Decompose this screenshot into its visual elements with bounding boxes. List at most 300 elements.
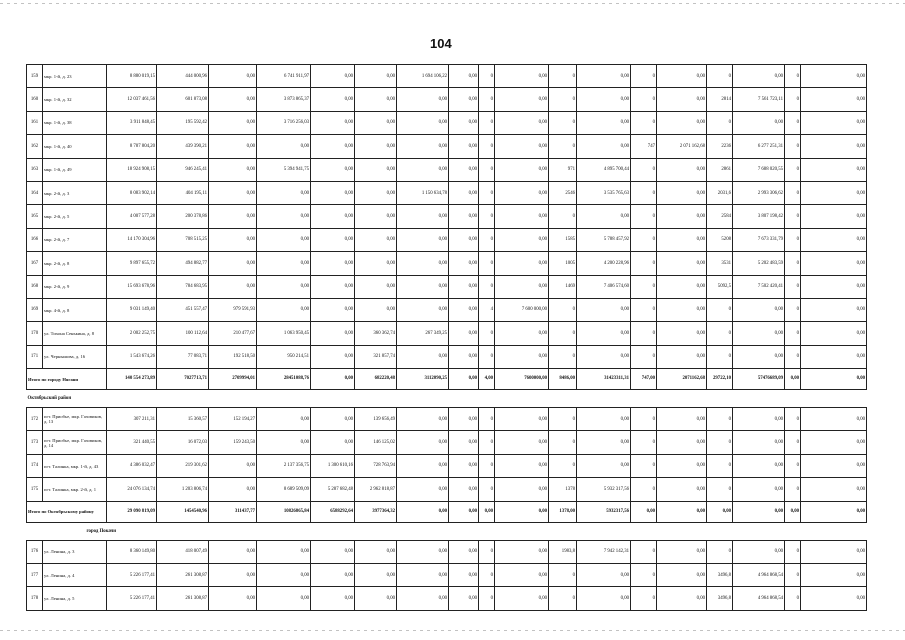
value-cell: 0	[785, 298, 801, 321]
total-row-oktyabrsky	[27, 501, 867, 522]
value-cell: 0	[549, 587, 577, 610]
value-cell: 210 477,67	[209, 322, 257, 345]
value-cell: 0	[631, 345, 657, 368]
value-cell: 2 002 252,75	[107, 322, 157, 345]
value-cell: 0,00	[495, 345, 549, 368]
value-cell: 0	[785, 454, 801, 477]
table-row	[27, 205, 867, 228]
value-cell: 0	[785, 181, 801, 204]
value-cell: 0	[785, 478, 801, 501]
value-cell: 0,00	[495, 65, 549, 88]
value-cell: 321 857,74	[355, 345, 397, 368]
value-cell: 0	[631, 564, 657, 587]
value-cell: 0,00	[577, 111, 631, 134]
scan-edge-top	[0, 3, 905, 4]
value-cell: 0,00	[801, 298, 867, 321]
row-number-cell: 159	[27, 65, 43, 88]
table-row	[27, 564, 867, 587]
value-cell: 0	[785, 540, 801, 563]
value-cell: 0	[785, 88, 801, 111]
value-cell: 3 873 865,37	[257, 88, 311, 111]
table-row	[27, 587, 867, 610]
value-cell: 0,00	[657, 587, 707, 610]
address-cell: мкр. 2-й, д. 9	[43, 275, 107, 298]
value-cell: 0,00	[495, 181, 549, 204]
value-cell: 0,00	[657, 408, 707, 431]
total-value-cell: 1454540,96	[157, 501, 209, 522]
total-value-cell: 8486,00	[549, 369, 577, 390]
value-cell: 0	[785, 65, 801, 88]
row-number-cell: 164	[27, 181, 43, 204]
value-cell: 0,00	[257, 298, 311, 321]
value-cell: 0,00	[449, 135, 479, 158]
value-cell: 784 683,95	[157, 275, 209, 298]
value-cell: 0,00	[801, 478, 867, 501]
address-cell: пгт. Талинка, мкр. 1-й, д. 43	[43, 454, 107, 477]
total-value-cell: 10826865,84	[257, 501, 311, 522]
value-cell: 0,00	[495, 205, 549, 228]
value-cell: 0,00	[209, 205, 257, 228]
value-cell: 0,00	[577, 65, 631, 88]
total-row-nyagan	[27, 369, 867, 390]
value-cell: 14 170 304,96	[107, 228, 157, 251]
address-cell: пгт. Приобье, мкр. Газовиков, д. 13	[43, 408, 107, 431]
total-value-cell: 2709994,01	[209, 369, 257, 390]
row-number-cell: 162	[27, 135, 43, 158]
value-cell: 1 063 950,45	[257, 322, 311, 345]
total-value-cell: 4,00	[479, 369, 495, 390]
value-cell: 0,00	[657, 158, 707, 181]
table-row	[27, 88, 867, 111]
row-number-cell: 165	[27, 205, 43, 228]
value-cell: 100 112,64	[157, 322, 209, 345]
value-cell: 0,00	[209, 135, 257, 158]
value-cell: 0,00	[355, 88, 397, 111]
value-cell: 0	[549, 65, 577, 88]
value-cell: 0,00	[311, 252, 355, 275]
value-cell: 0,00	[311, 322, 355, 345]
value-cell: 0,00	[355, 181, 397, 204]
address-cell: мкр. 1-й, д. 49	[43, 158, 107, 181]
total-value-cell: 29722,10	[707, 369, 733, 390]
value-cell: 0	[479, 252, 495, 275]
value-cell: 0,00	[449, 454, 479, 477]
value-cell: 0	[549, 205, 577, 228]
value-cell: 0,00	[449, 587, 479, 610]
value-cell: 439 390,21	[157, 135, 209, 158]
value-cell: 0,00	[257, 275, 311, 298]
value-cell: 0,00	[495, 322, 549, 345]
value-cell: 0	[631, 478, 657, 501]
value-cell: 0,00	[209, 478, 257, 501]
value-cell: 321 440,55	[107, 431, 157, 454]
value-cell: 0	[631, 88, 657, 111]
value-cell: 0,00	[449, 88, 479, 111]
value-cell: 0,00	[733, 65, 785, 88]
value-cell: 0,00	[311, 181, 355, 204]
table-row	[27, 252, 867, 275]
pokachi-rows	[27, 540, 867, 610]
value-cell: 0,00	[397, 88, 449, 111]
row-number-cell: 161	[27, 111, 43, 134]
value-cell: 2814	[707, 88, 733, 111]
value-cell: 0	[549, 135, 577, 158]
value-cell: 0,00	[397, 205, 449, 228]
table-row	[27, 111, 867, 134]
value-cell: 7 406 574,60	[577, 275, 631, 298]
value-cell: 0,00	[397, 228, 449, 251]
value-cell: 7 600 000,00	[495, 298, 549, 321]
value-cell: 0	[707, 540, 733, 563]
value-cell: 0,00	[209, 252, 257, 275]
value-cell: 0	[479, 275, 495, 298]
row-number-cell: 177	[27, 564, 43, 587]
value-cell: 0,00	[495, 275, 549, 298]
value-cell: 0,00	[449, 431, 479, 454]
value-cell: 601 873,08	[157, 88, 209, 111]
table-row	[27, 65, 867, 88]
value-cell: 0,00	[657, 205, 707, 228]
value-cell: 0,00	[209, 564, 257, 587]
value-cell: 4 200 228,96	[577, 252, 631, 275]
value-cell: 360 362,74	[355, 322, 397, 345]
total-value-cell: 3977364,32	[355, 501, 397, 522]
total-value-cell: 0,00	[397, 501, 449, 522]
nyagan-rows	[27, 65, 867, 369]
value-cell: 0,00	[495, 158, 549, 181]
value-cell: 0,00	[397, 540, 449, 563]
value-cell: 0	[631, 181, 657, 204]
value-cell: 0	[785, 322, 801, 345]
value-cell: 0	[479, 111, 495, 134]
value-cell: 4 895 700,44	[577, 158, 631, 181]
value-cell: 444 000,96	[157, 65, 209, 88]
value-cell: 0	[707, 345, 733, 368]
value-cell: 16 072,03	[157, 431, 209, 454]
value-cell: 0	[549, 111, 577, 134]
value-cell: 0,00	[577, 431, 631, 454]
value-cell: 3 807 198,42	[733, 205, 785, 228]
value-cell: 0	[707, 111, 733, 134]
value-cell: 0,00	[657, 252, 707, 275]
value-cell: 3 911 848,45	[107, 111, 157, 134]
value-cell: 0	[479, 181, 495, 204]
value-cell: 0	[631, 158, 657, 181]
value-cell: 0,00	[311, 431, 355, 454]
total-value-cell: 31423311,31	[577, 369, 631, 390]
value-cell: 0,00	[801, 540, 867, 563]
value-cell: 0	[631, 298, 657, 321]
value-cell: 0	[707, 431, 733, 454]
value-cell: 0,00	[209, 587, 257, 610]
value-cell: 0,00	[449, 345, 479, 368]
value-cell: 0,00	[209, 88, 257, 111]
address-cell: мкр. 2-й, д. 8	[43, 252, 107, 275]
value-cell: 728 763,94	[355, 454, 397, 477]
value-cell: 0,00	[577, 345, 631, 368]
value-cell: 0	[785, 158, 801, 181]
value-cell: 451 557,47	[157, 298, 209, 321]
value-cell: 12 037 461,56	[107, 88, 157, 111]
row-number-cell: 168	[27, 275, 43, 298]
value-cell: 0,00	[801, 587, 867, 610]
address-cell: пгт. Талинка, мкр. 2-й, д. 1	[43, 478, 107, 501]
value-cell: 4 007 577,28	[107, 205, 157, 228]
value-cell: 1005	[549, 252, 577, 275]
address-cell: мкр. 2-й, д. 3	[43, 181, 107, 204]
value-cell: 0	[785, 275, 801, 298]
value-cell: 0,00	[449, 228, 479, 251]
value-cell: 5092,5	[707, 275, 733, 298]
value-cell: 0,00	[311, 158, 355, 181]
value-cell: 1 694 106,22	[397, 65, 449, 88]
value-cell: 0,00	[257, 587, 311, 610]
value-cell: 0,00	[577, 205, 631, 228]
value-cell: 0,00	[311, 587, 355, 610]
value-cell: 0,00	[495, 454, 549, 477]
value-cell: 0,00	[449, 298, 479, 321]
value-cell: 0	[785, 252, 801, 275]
value-cell: 0	[707, 408, 733, 431]
value-cell: 3531	[707, 252, 733, 275]
value-cell: 0,00	[355, 252, 397, 275]
value-cell: 0,00	[397, 252, 449, 275]
value-cell: 0,00	[355, 564, 397, 587]
value-cell: 0	[549, 564, 577, 587]
value-cell: 0	[549, 408, 577, 431]
value-cell: 307 211,31	[107, 408, 157, 431]
value-cell: 7 942 142,31	[577, 540, 631, 563]
value-cell: 0	[785, 345, 801, 368]
value-cell: 0,00	[801, 205, 867, 228]
value-cell: 0	[479, 564, 495, 587]
address-cell: мкр. 1-й, д. 38	[43, 111, 107, 134]
value-cell: 7 502 420,41	[733, 275, 785, 298]
value-cell: 261 308,87	[157, 587, 209, 610]
table-row	[27, 322, 867, 345]
value-cell: 0,00	[495, 408, 549, 431]
scan-edge-bottom	[0, 630, 905, 631]
value-cell: 261 308,87	[157, 564, 209, 587]
value-cell: 0,00	[355, 65, 397, 88]
value-cell: 0,00	[355, 540, 397, 563]
value-cell: 2 071 162,68	[657, 135, 707, 158]
value-cell: 0	[785, 408, 801, 431]
value-cell: 0,00	[311, 205, 355, 228]
value-cell: 979 591,93	[209, 298, 257, 321]
value-cell: 0	[479, 408, 495, 431]
address-cell: ул. Ленина, д. 5	[43, 587, 107, 610]
value-cell: 5 287 682,48	[311, 478, 355, 501]
total-value-cell: 5932317,56	[577, 501, 631, 522]
value-cell: 1585	[549, 228, 577, 251]
value-cell: 0	[707, 322, 733, 345]
total-value-cell: 7027713,71	[157, 369, 209, 390]
value-cell: 0,00	[311, 298, 355, 321]
row-number-cell: 172	[27, 408, 43, 431]
value-cell: 0	[549, 454, 577, 477]
value-cell: 8 083 902,14	[107, 181, 157, 204]
value-cell: 5 394 941,75	[257, 158, 311, 181]
value-cell: 0	[785, 564, 801, 587]
total-label-cell: Итого по Октябрьскому району	[27, 501, 107, 522]
total-value-cell: 0,00	[657, 501, 707, 522]
value-cell: 0,00	[397, 345, 449, 368]
value-cell: 77 083,71	[157, 345, 209, 368]
row-number-cell: 173	[27, 431, 43, 454]
value-cell: 0,00	[577, 408, 631, 431]
total-value-cell: 0,00	[311, 369, 355, 390]
value-cell: 0	[785, 135, 801, 158]
value-cell: 0,00	[209, 228, 257, 251]
value-cell: 0	[479, 228, 495, 251]
value-cell: 0,00	[209, 181, 257, 204]
value-cell: 0,00	[577, 322, 631, 345]
value-cell: 146 125,02	[355, 431, 397, 454]
value-cell: 18 924 908,15	[107, 158, 157, 181]
value-cell: 1 203 806,74	[157, 478, 209, 501]
address-cell: мкр. 2-й, д. 5	[43, 205, 107, 228]
value-cell: 24 076 134,74	[107, 478, 157, 501]
value-cell: 0	[785, 587, 801, 610]
value-cell: 0	[785, 228, 801, 251]
value-cell: 5 202 483,59	[733, 252, 785, 275]
value-cell: 0,00	[397, 587, 449, 610]
table-row	[27, 135, 867, 158]
row-number-cell: 170	[27, 322, 43, 345]
value-cell: 15 360,57	[157, 408, 209, 431]
total-value-cell: 0,00	[479, 501, 495, 522]
value-cell: 0,00	[801, 322, 867, 345]
value-cell: 0,00	[449, 205, 479, 228]
value-cell: 7 688 020,55	[733, 158, 785, 181]
value-cell: 0,00	[355, 111, 397, 134]
value-cell: 0,00	[577, 88, 631, 111]
value-cell: 0,00	[257, 228, 311, 251]
value-cell: 0,00	[577, 564, 631, 587]
table-row	[27, 228, 867, 251]
value-cell: 0,00	[449, 65, 479, 88]
value-cell: 0,00	[495, 252, 549, 275]
value-cell: 5208	[707, 228, 733, 251]
value-cell: 0	[549, 298, 577, 321]
value-cell: 4	[479, 298, 495, 321]
total-value-cell: 0,00	[801, 369, 867, 390]
value-cell: 0	[479, 205, 495, 228]
value-cell: 0,00	[733, 454, 785, 477]
value-cell: 9 031 149,40	[107, 298, 157, 321]
value-cell: 0,00	[355, 298, 397, 321]
value-cell: 0,00	[257, 564, 311, 587]
total-value-cell: 0,00	[733, 501, 785, 522]
value-cell: 0,00	[577, 135, 631, 158]
row-number-cell: 178	[27, 587, 43, 610]
value-cell: 0	[479, 478, 495, 501]
value-cell: 0,00	[311, 228, 355, 251]
value-cell: 0,00	[577, 454, 631, 477]
value-cell: 0,00	[657, 345, 707, 368]
value-cell: 0,00	[257, 205, 311, 228]
value-cell: 0,00	[449, 478, 479, 501]
value-cell: 0,00	[257, 181, 311, 204]
value-cell: 2031,6	[707, 181, 733, 204]
row-number-cell: 160	[27, 88, 43, 111]
address-cell: ул. Ленина, д. 4	[43, 564, 107, 587]
value-cell: 0,00	[209, 111, 257, 134]
value-cell: 0,00	[495, 88, 549, 111]
table-row	[27, 275, 867, 298]
section-header-row	[27, 390, 867, 408]
value-cell: 0,00	[801, 181, 867, 204]
value-cell: 0	[479, 587, 495, 610]
value-cell: 0,00	[801, 135, 867, 158]
total-value-cell: 3112090,25	[397, 369, 449, 390]
value-cell: 7 673 331,79	[733, 228, 785, 251]
value-cell: 2546	[549, 181, 577, 204]
value-cell: 0	[631, 540, 657, 563]
value-cell: 1983,8	[549, 540, 577, 563]
section-title-pokachi: город Покачи	[27, 522, 867, 540]
value-cell: 0,00	[733, 431, 785, 454]
value-cell: 0,00	[311, 111, 355, 134]
section-title-oktyabrsky: Октябрьский район	[27, 390, 867, 408]
row-number-cell: 167	[27, 252, 43, 275]
value-cell: 0,00	[801, 158, 867, 181]
value-cell: 0	[479, 158, 495, 181]
value-cell: 5 788 457,92	[577, 228, 631, 251]
value-cell: 219 301,62	[157, 454, 209, 477]
value-cell: 1 150 634,78	[397, 181, 449, 204]
value-cell: 8 787 804,20	[107, 135, 157, 158]
value-cell: 0	[631, 408, 657, 431]
value-cell: 0	[631, 252, 657, 275]
total-value-cell: 0,00	[785, 501, 801, 522]
section-header-row	[27, 522, 867, 540]
value-cell: 0,00	[257, 408, 311, 431]
value-cell: 0,00	[209, 158, 257, 181]
value-cell: 0,00	[449, 181, 479, 204]
value-cell: 0,00	[733, 345, 785, 368]
table-row	[27, 431, 867, 454]
value-cell: 0,00	[257, 540, 311, 563]
value-cell: 1 300 610,16	[311, 454, 355, 477]
value-cell: 9 897 655,72	[107, 252, 157, 275]
value-cell: 8 360 149,80	[107, 540, 157, 563]
value-cell: 0	[631, 65, 657, 88]
value-cell: 494 882,77	[157, 252, 209, 275]
value-cell: 0,00	[801, 408, 867, 431]
value-cell: 0	[707, 478, 733, 501]
value-cell: 0,00	[397, 454, 449, 477]
table-row	[27, 345, 867, 368]
value-cell: 0,00	[311, 135, 355, 158]
value-cell: 0,00	[397, 275, 449, 298]
value-cell: 8 880 019,15	[107, 65, 157, 88]
total-label-cell: Итого по городу Нягани	[27, 369, 107, 390]
value-cell: 0,00	[657, 298, 707, 321]
value-cell: 0,00	[449, 275, 479, 298]
value-cell: 0	[549, 431, 577, 454]
value-cell: 0	[479, 540, 495, 563]
value-cell: 0	[479, 345, 495, 368]
value-cell: 0,00	[495, 228, 549, 251]
value-cell: 0,00	[495, 564, 549, 587]
value-cell: 0,00	[209, 454, 257, 477]
value-cell: 192 518,50	[209, 345, 257, 368]
total-value-cell: 140 554 273,89	[107, 369, 157, 390]
total-value-cell: 6588292,64	[311, 501, 355, 522]
value-cell: 5 226 177,41	[107, 564, 157, 587]
